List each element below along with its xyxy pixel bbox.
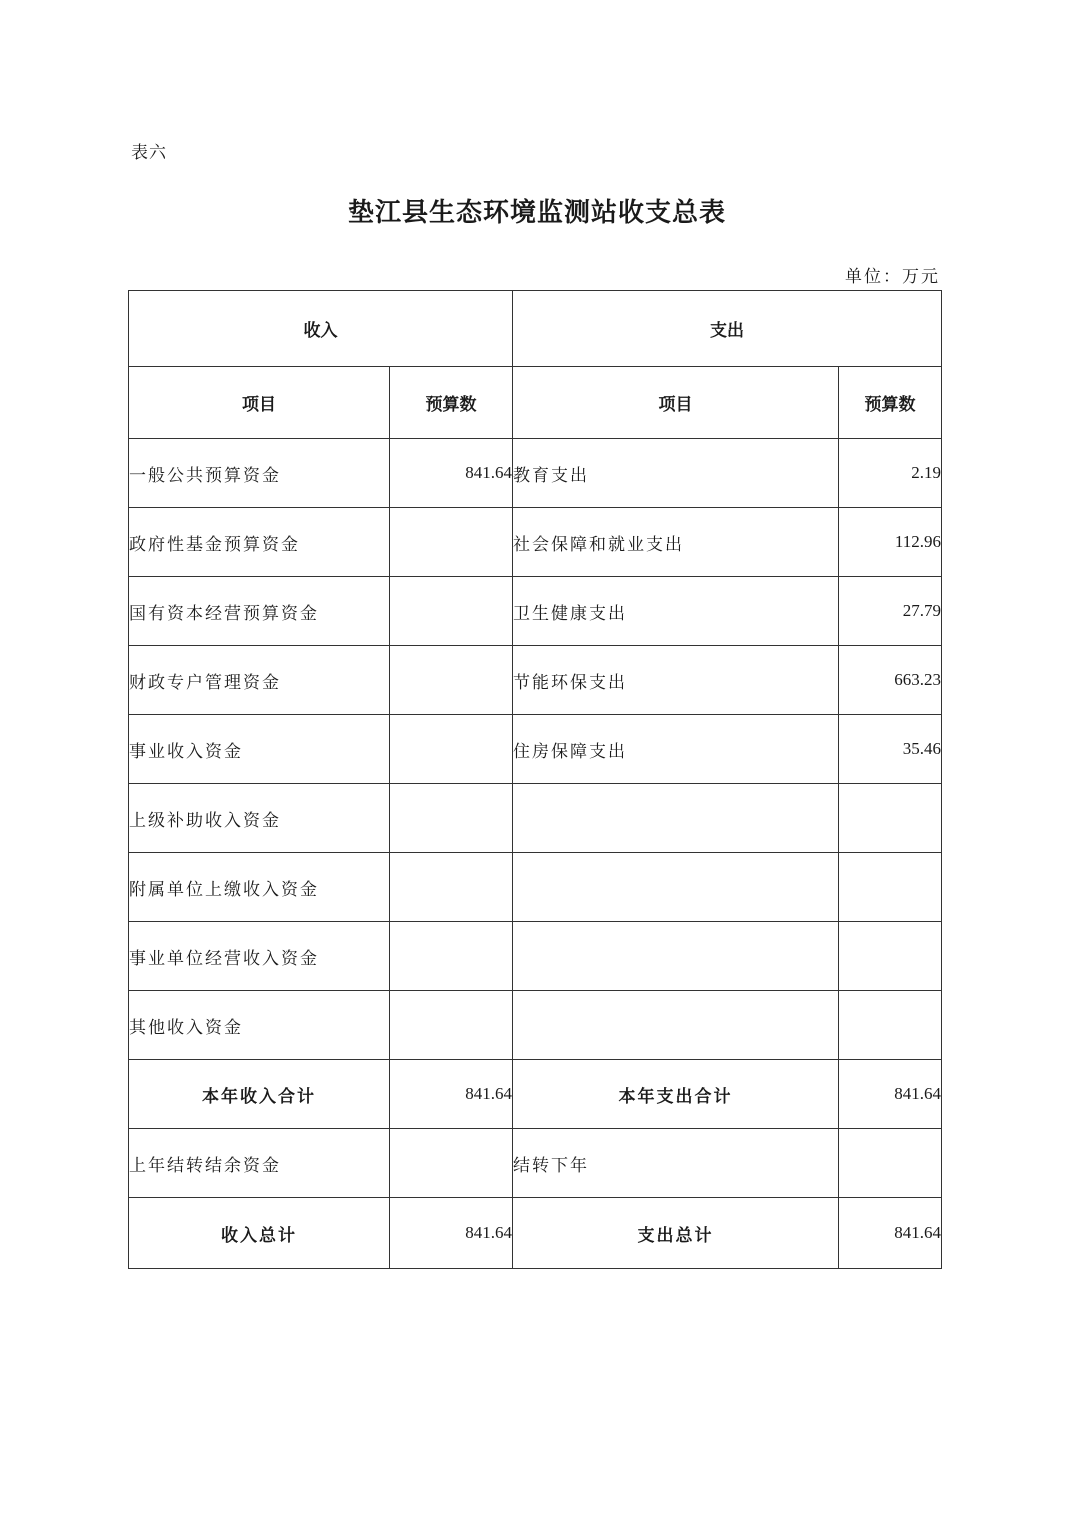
income-budget-header: 预算数 [390,367,513,439]
expense-value [839,853,942,922]
income-value [390,715,513,784]
section-header-row [129,291,942,367]
income-item: 事业单位经营收入资金 [129,922,390,991]
grand-income-total-value: 841.64 [390,1198,513,1269]
unit-label: 单位：万元 [845,267,940,287]
grand-income-total-label: 收入总计 [129,1198,390,1269]
expense-item [513,991,839,1060]
table-row [129,715,942,784]
expense-value [839,991,942,1060]
budget-summary-table [128,290,942,1269]
expense-value: 663.23 [839,646,942,715]
expense-item-header: 项目 [513,367,839,439]
carry-in-item: 上年结转结余资金 [129,1129,390,1198]
income-item: 财政专户管理资金 [129,646,390,715]
income-item: 附属单位上缴收入资金 [129,853,390,922]
income-value [390,784,513,853]
table-row [129,853,942,922]
year-expense-total-label: 本年支出合计 [513,1060,839,1129]
income-item: 其他收入资金 [129,991,390,1060]
expense-value [839,784,942,853]
expense-item [513,853,839,922]
income-value [390,646,513,715]
income-item: 一般公共预算资金 [129,439,390,508]
table-number-label: 表六 [131,143,167,163]
income-value [390,991,513,1060]
expense-value: 27.79 [839,577,942,646]
table-row [129,439,942,508]
income-item: 事业收入资金 [129,715,390,784]
year-expense-total-value: 841.64 [839,1060,942,1129]
expense-item [513,784,839,853]
grand-expense-total-value: 841.64 [839,1198,942,1269]
income-value [390,853,513,922]
expense-item: 教育支出 [513,439,839,508]
year-total-row [129,1060,942,1129]
year-income-total-value: 841.64 [390,1060,513,1129]
table-row [129,577,942,646]
income-section-header: 收入 [129,291,513,367]
table-row [129,784,942,853]
income-item: 国有资本经营预算资金 [129,577,390,646]
carry-out-value [839,1129,942,1198]
income-item: 政府性基金预算资金 [129,508,390,577]
carry-out-item: 结转下年 [513,1129,839,1198]
table-row [129,991,942,1060]
income-value [390,508,513,577]
grand-expense-total-label: 支出总计 [513,1198,839,1269]
income-value [390,577,513,646]
year-income-total-label: 本年收入合计 [129,1060,390,1129]
expense-value: 35.46 [839,715,942,784]
expense-item: 节能环保支出 [513,646,839,715]
document-title: 垫江县生态环境监测站收支总表 [347,198,726,228]
table-row [129,508,942,577]
expense-section-header: 支出 [513,291,942,367]
expense-value [839,922,942,991]
expense-value: 2.19 [839,439,942,508]
table-row [129,646,942,715]
income-item-header: 项目 [129,367,390,439]
income-value [390,922,513,991]
carry-in-value [390,1129,513,1198]
expense-value: 112.96 [839,508,942,577]
income-item: 上级补助收入资金 [129,784,390,853]
expense-item [513,922,839,991]
expense-item: 社会保障和就业支出 [513,508,839,577]
table-row [129,922,942,991]
grand-total-row [129,1198,942,1269]
expense-budget-header: 预算数 [839,367,942,439]
expense-item: 住房保障支出 [513,715,839,784]
expense-item: 卫生健康支出 [513,577,839,646]
carry-over-row [129,1129,942,1198]
column-header-row [129,367,942,439]
income-value: 841.64 [390,439,513,508]
